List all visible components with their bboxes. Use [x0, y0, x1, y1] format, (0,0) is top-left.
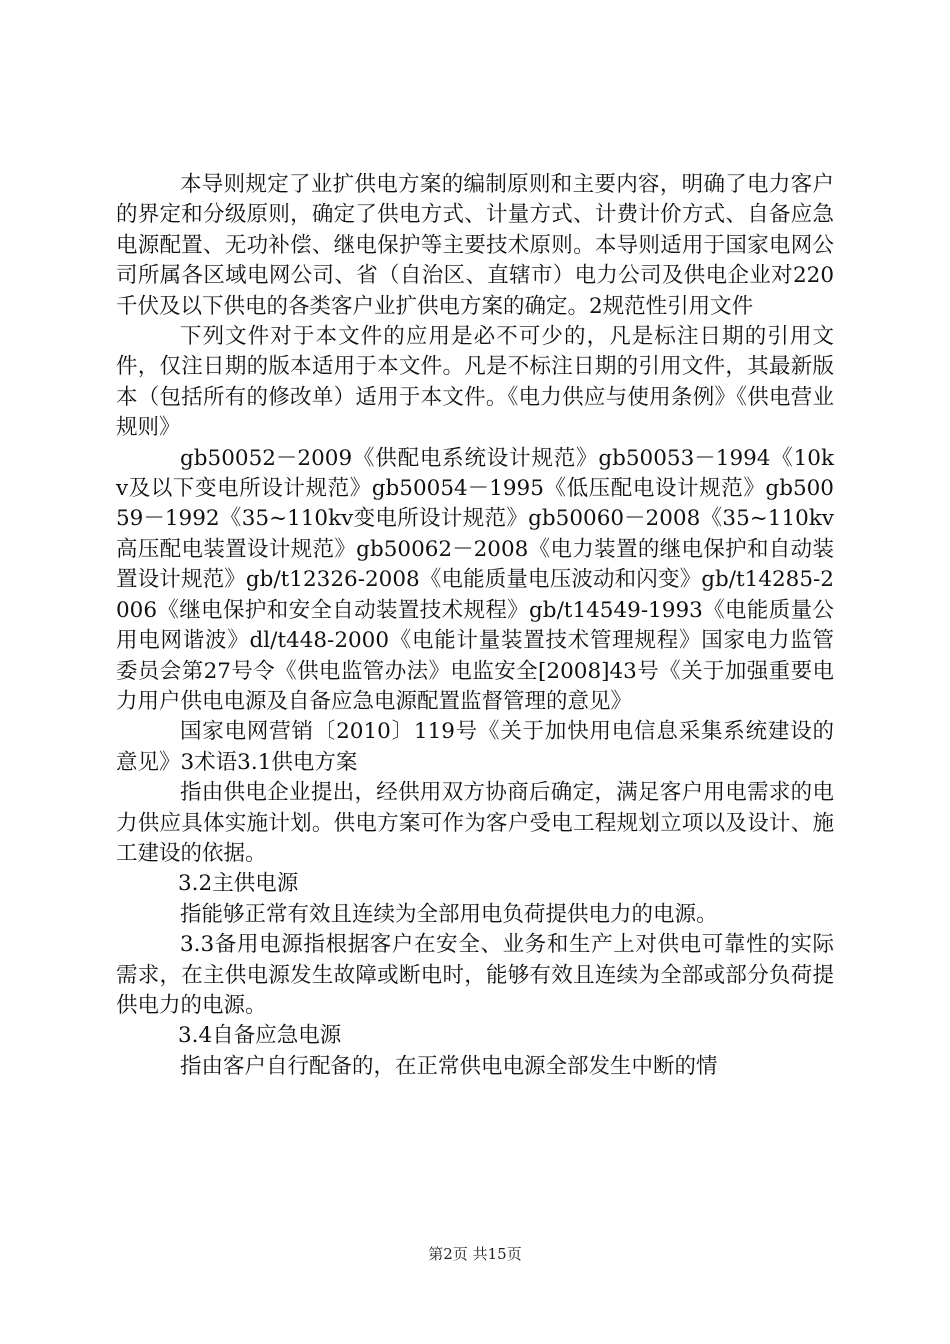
paragraph-emergency-power-definition: 指由客户自行配备的，在正常供电电源全部发生中断的情: [180, 1053, 718, 1079]
paragraph-scope: 本导则规定了业扩供电方案的编制原则和主要内容，明确了电力客户的界定和分级原则，确定了供电方式、计量方式、计费计价方式、自备应急电源配置、无功补偿、继电保护等主要技术原则。本导则适用于国家电网公司所属各区域电网公司、省（自治区、直辖市）电力公司及供电企业对220千伏及以下供电的各类客户业扩供电方案的确定。2规范性引用文件: [116, 172, 834, 319]
paragraph-normative-references: 下列文件对于本文件的应用是必不可少的，凡是标注日期的引用文件，仅注日期的版本适用于本文件。凡是不标注日期的引用文件，其最新版本（包括所有的修改单）适用于本文件。《电力供应与使用条例》《供电营业规则》: [116, 324, 834, 441]
section-heading-main-power: 3.2主供电源: [178, 871, 299, 897]
paragraph-standards-list: gb50052－2009《供配电系统设计规范》gb50053－1994《10kv及以下变电所设计规范》gb50054－1995《低压配电设计规范》gb50059－1992《35~110kv变电所设计规范》gb50060－2008《35~110kv高压配电装置设计规范》gb50062－2008《电力装置的继电保护和自动装置设计规范》gb/t12326-2008《电能质量电压波动和闪变》gb/t14285-2006《继电保护和安全自动装置技术规程》gb/t14549-1993《电能质量公用电网谐波》dl/t448-2000《电能计量装置技术管理规程》国家电力监管委员会第27号令《供电监管办法》电监安全[2008]43号《关于加强重要电力用户供电电源及自备应急电源配置监督管理的意见》: [116, 445, 834, 714]
paragraph-supply-plan-definition: 指由供电企业提出，经供用双方协商后确定，满足客户用电需求的电力供应具体实施计划。供电方案可作为客户受电工程规划立项以及设计、施工建设的依据。: [116, 780, 834, 866]
paragraph-backup-power: 3.3备用电源指根据客户在安全、业务和生产上对供电可靠性的实际需求，在主供电源发生故障或断电时，能够有效且连续为全部或部分负荷提供电力的电源。: [116, 932, 834, 1018]
section-heading-emergency-power: 3.4自备应急电源: [178, 1023, 342, 1049]
document-body: [116, 170, 834, 1082]
page-number-footer: 第2页 共15页: [428, 1245, 522, 1263]
paragraph-terms-heading: 国家电网营销〔2010〕119号《关于加快用电信息采集系统建设的意见》3术语3.1供电方案: [116, 719, 834, 775]
paragraph-main-power-definition: 指能够正常有效且连续为全部用电负荷提供电力的电源。: [180, 901, 718, 927]
